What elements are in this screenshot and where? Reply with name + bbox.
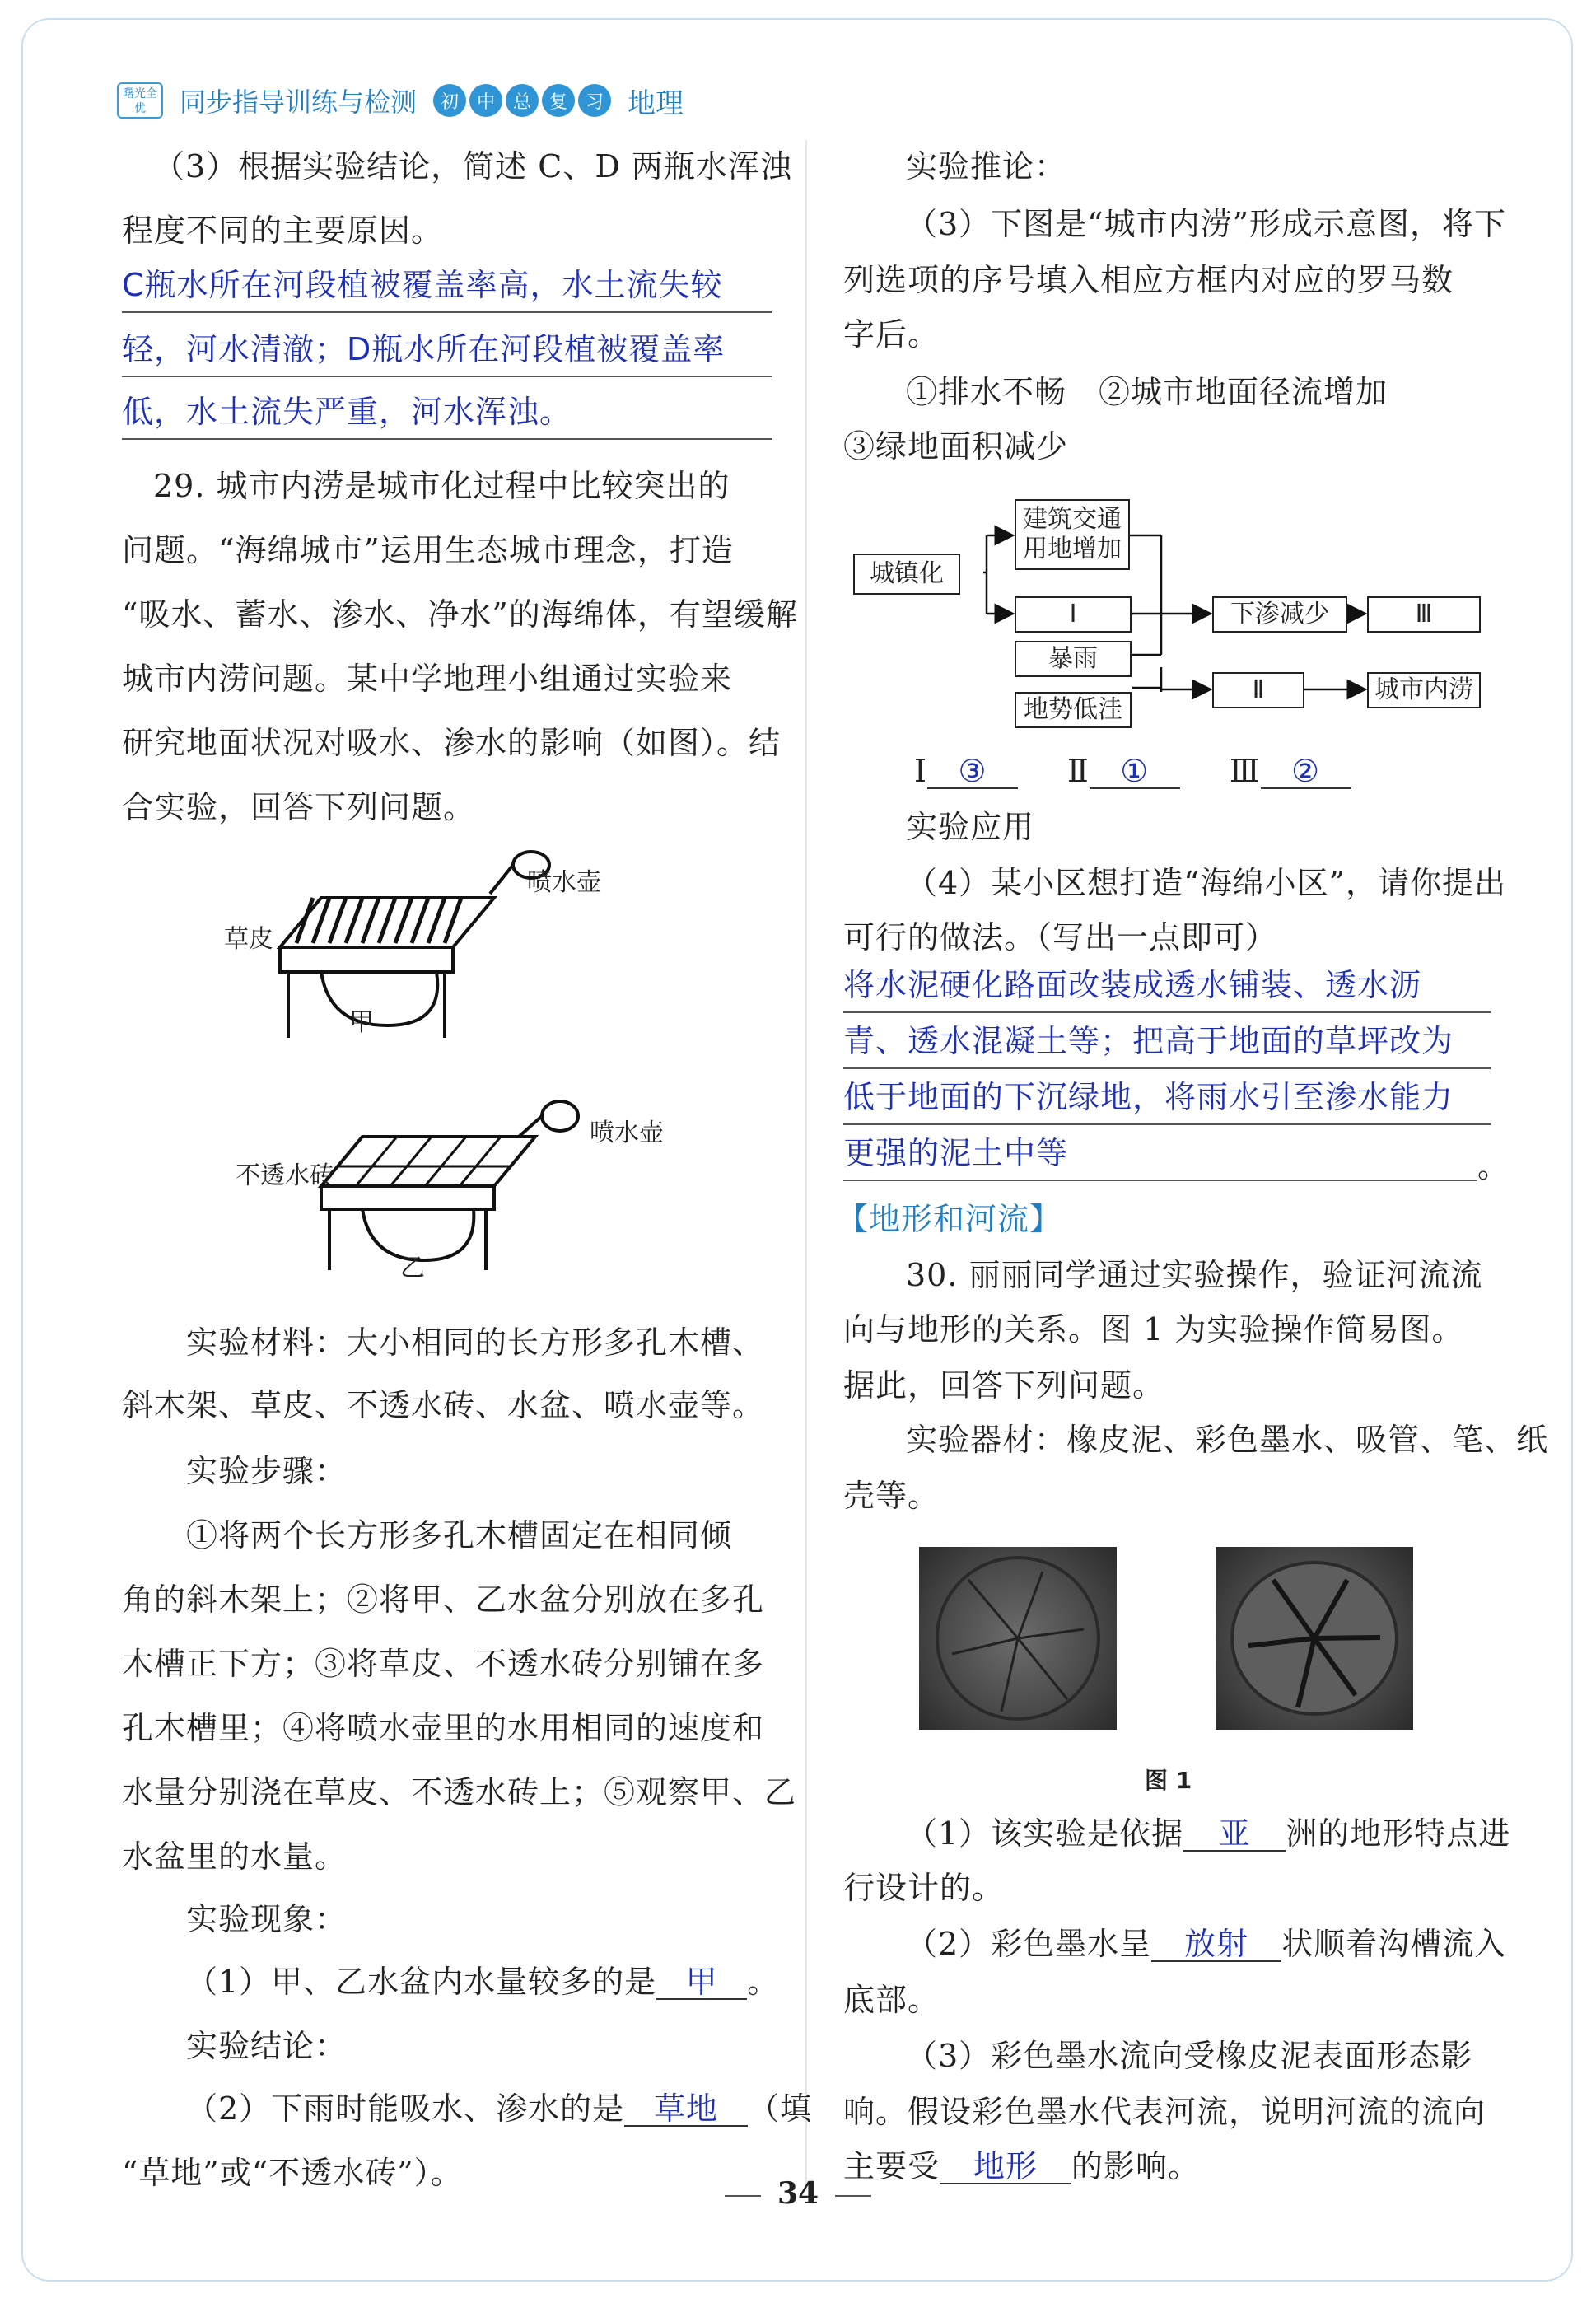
fill-label: Ⅲ: [1229, 753, 1261, 789]
answer-text: 低于地面的下沉绿地，将雨水引至渗水能力: [843, 1079, 1454, 1115]
question-text: “吸水、蓄水、渗水、净水”的海绵体，有望缓解: [122, 596, 798, 633]
answer-text: 低，水土流失严重，河水浑浊。: [122, 394, 572, 430]
answer-blank: ③: [927, 754, 1018, 789]
fill-answers: [914, 754, 1351, 789]
options-text: ①排水不畅 ②城市地面径流增加: [906, 374, 1388, 410]
sprinkler-label: 喷水壶: [590, 1119, 664, 1147]
application-title: 实验应用: [906, 809, 1035, 845]
question-text: 底部。: [843, 1982, 940, 2018]
steps-text: 木槽正下方；③将草皮、不透水砖分别铺在多: [122, 1646, 765, 1682]
steps-title: 实验步骤：: [186, 1453, 348, 1489]
answer-line: [843, 1180, 1477, 1181]
answer-text: 轻，河水清澈；D瓶水所在河段植被覆盖率: [122, 331, 726, 367]
question-text: 状顺着沟槽流入: [1281, 1926, 1507, 1962]
equipment-text: 壳等。: [843, 1478, 940, 1514]
question-text: 程度不同的主要原因。: [122, 213, 444, 249]
book-title: 同步指导训练与检测: [180, 86, 418, 118]
question-text: 向与地形的关系。图 1 为实验操作简易图。: [843, 1311, 1464, 1348]
section-heading: 【地形和河流】: [837, 1201, 1062, 1237]
question-text: （1）该实验是依据: [906, 1815, 1184, 1852]
answer-blank: ①: [1090, 754, 1180, 789]
series-char: 初: [433, 84, 466, 117]
flow-box-text: 用地增加: [1023, 535, 1122, 563]
question-text: 响。假设彩色墨水代表河流，说明河流的流向: [843, 2094, 1486, 2130]
answer-line: [843, 1067, 1491, 1069]
answer-blank: 甲: [656, 1965, 747, 2000]
equipment-text: 实验器材：橡皮泥、彩色墨水、吸管、笔、纸: [906, 1422, 1549, 1458]
answer-line: [843, 1123, 1491, 1125]
publisher-logo: 曙光全优: [117, 82, 163, 119]
question-30-2: [906, 1927, 1506, 1962]
page-header: [117, 79, 684, 122]
page-number: [0, 2176, 1596, 2211]
question-text: （2）彩色墨水呈: [906, 1926, 1152, 1962]
series-badge: [433, 84, 614, 117]
answer-line: [122, 376, 772, 377]
grass-label: 草皮: [224, 925, 273, 954]
question-text: 30. 丽丽同学通过实验操作，验证河流流: [906, 1257, 1483, 1293]
question-text: 洲的地形特点进: [1286, 1815, 1511, 1852]
question-text: 列选项的序号填入相应方框内对应的罗马数: [843, 262, 1454, 298]
page-number-value: 34: [777, 2176, 819, 2211]
phenomenon-title: 实验现象：: [186, 1901, 348, 1937]
series-char: 复: [542, 84, 575, 117]
sprinkler-label: 喷水壶: [527, 868, 601, 897]
question-30-1: [906, 1817, 1510, 1852]
question-text: 城市内涝问题。某中学地理小组通过实验来: [122, 661, 733, 697]
inference-title: 实验推论：: [906, 148, 1067, 185]
conclusion-title: 实验结论：: [186, 2028, 348, 2064]
flow-box-rainstorm: 暴雨: [1015, 641, 1132, 677]
answer-text: 更强的泥土中等: [843, 1135, 1069, 1171]
flow-box-text: 建筑交通: [1023, 505, 1122, 534]
question-text: 问题。“海绵城市”运用生态城市理念，打造: [122, 532, 734, 568]
flow-box-urbanization: 城镇化: [853, 554, 960, 595]
question-2: [186, 2092, 812, 2127]
materials-text: 斜木架、草皮、不透水砖、水盆、喷水壶等。: [122, 1387, 765, 1423]
question-text: 29. 城市内涝是城市化过程中比较突出的: [153, 468, 730, 504]
question-text: 研究地面状况对吸水、渗水的影响（如图）。结: [122, 725, 782, 761]
answer-line: [122, 438, 772, 440]
column-divider: [805, 140, 807, 2191]
question-1-end: 。: [747, 1964, 780, 2000]
answer-text: C瓶水所在河段植被覆盖率高，水土流失较: [122, 267, 723, 303]
question-1: [186, 1965, 779, 2000]
experiment-photo-1: [919, 1547, 1117, 1730]
answer-line: [843, 1011, 1491, 1013]
brick-experiment-figure: [313, 1095, 585, 1285]
fill-label: Ⅱ: [1067, 753, 1090, 789]
fill-label: Ⅰ: [914, 753, 928, 789]
question-2-end: （填: [748, 2090, 813, 2127]
question-text: （3）彩色墨水流向受橡皮泥表面形态影: [906, 2038, 1473, 2074]
series-char: 习: [578, 84, 611, 117]
steps-text: 水量分别浇在草皮、不透水砖上；⑤观察甲、乙: [122, 1774, 797, 1810]
options-text: ③绿地面积减少: [843, 428, 1069, 465]
flow-box-waterlogging: 城市内涝: [1367, 672, 1481, 708]
question-text: 的影响。: [1071, 2148, 1201, 2184]
question-1-text: （1）甲、乙水盆内水量较多的是: [186, 1964, 657, 2000]
answer-text: 将水泥硬化路面改装成透水铺装、透水沥: [843, 967, 1422, 1003]
answer-blank: ②: [1261, 754, 1351, 789]
answer-blank: 地形: [940, 2150, 1071, 2184]
steps-text: ①将两个长方形多孔木槽固定在相同倾: [186, 1517, 733, 1553]
experiment-photo-2: [1216, 1547, 1413, 1730]
answer-line: [122, 311, 772, 313]
question-text: 合实验，回答下列问题。: [122, 789, 476, 825]
steps-text: 水盆里的水量。: [122, 1838, 348, 1875]
question-text: （3）下图是“城市内涝”形成示意图，将下: [906, 206, 1507, 242]
question-text: （3）根据实验结论，简述 C、D 两瓶水浑浊: [153, 148, 792, 185]
steps-text: 角的斜木架上；②将甲、乙水盆分别放在多孔: [122, 1581, 765, 1618]
steps-text: 孔木槽里；④将喷水壶里的水用相同的速度和: [122, 1710, 765, 1746]
question-text: 字后。: [843, 316, 940, 353]
flow-box-I: Ⅰ: [1015, 596, 1132, 633]
figure-caption: 图 1: [1145, 1767, 1192, 1794]
subject-label: 地理: [628, 86, 684, 120]
question-text: 据此，回答下列问题。: [843, 1367, 1165, 1404]
series-char: 中: [469, 84, 502, 117]
question-text: “草地”或“不透水砖”）。: [122, 2155, 463, 2191]
answer-blank: 放射: [1151, 1927, 1281, 1962]
flow-box-III: Ⅲ: [1367, 596, 1481, 633]
flow-box-II: Ⅱ: [1212, 672, 1304, 708]
answer-text: 青、透水混凝土等；把高于地面的草坪改为: [843, 1023, 1454, 1059]
basin-jia-label: 甲: [349, 1008, 374, 1037]
period: 。: [1477, 1148, 1510, 1184]
flow-box-lowland: 地势低洼: [1015, 692, 1132, 728]
brick-label: 不透水砖: [236, 1161, 334, 1190]
materials-text: 实验材料：大小相同的长方形多孔木槽、: [186, 1324, 765, 1361]
flow-box-infiltration: 下渗减少: [1212, 596, 1347, 633]
question-text: 可行的做法。（写出一点即可）: [843, 919, 1278, 955]
question-text: 主要受: [843, 2148, 940, 2184]
question-2-text: （2）下雨时能吸水、渗水的是: [186, 2090, 625, 2127]
question-text: 行设计的。: [843, 1870, 1005, 1906]
answer-blank: 亚: [1183, 1817, 1286, 1852]
answer-blank: 草地: [624, 2092, 748, 2127]
question-text: （4）某小区想打造“海绵小区”，请你提出: [906, 865, 1507, 901]
basin-yi-label: 乙: [400, 1254, 425, 1282]
flow-box-construction: [1015, 499, 1130, 570]
series-char: 总: [506, 84, 539, 117]
